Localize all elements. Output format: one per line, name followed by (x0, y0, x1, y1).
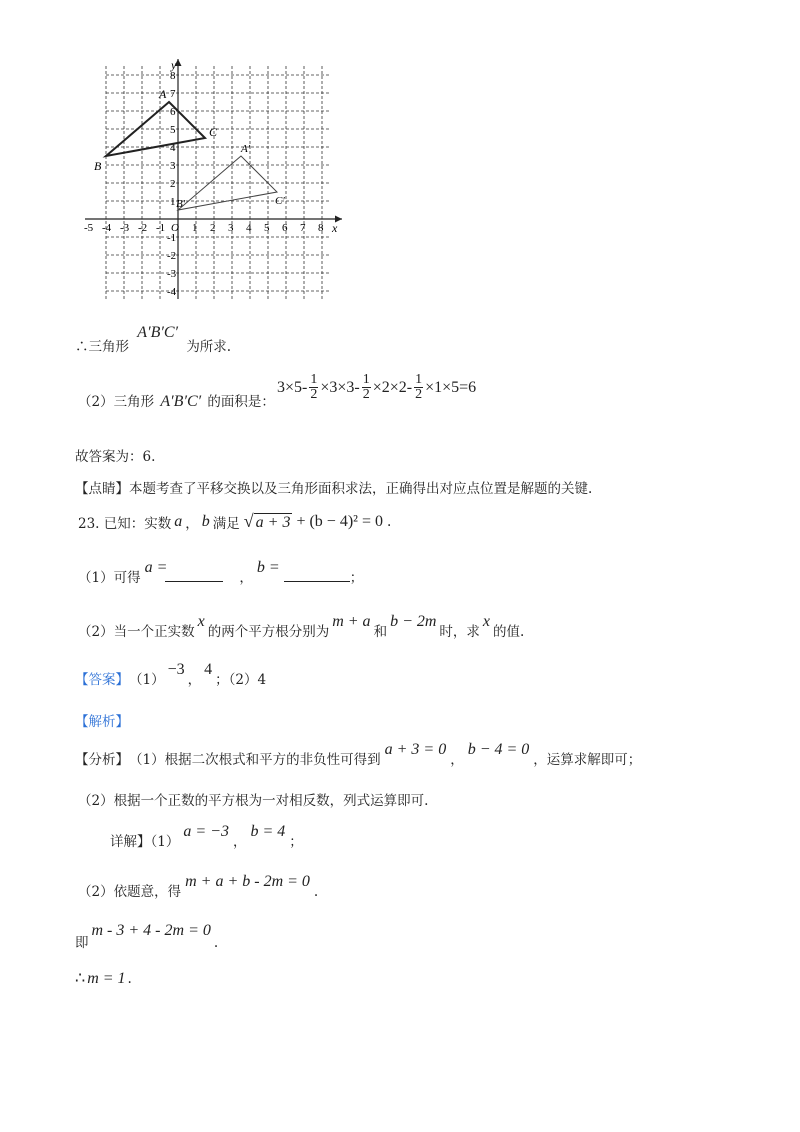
x-axis-label: x (332, 221, 338, 235)
step-3: ∴ m = 1 . (75, 968, 132, 987)
point-label-c: C (209, 125, 218, 139)
x-tick-label: 7 (300, 222, 306, 234)
x-tick-label: O (171, 222, 179, 234)
y-tick-label: 8 (170, 70, 176, 82)
y-tick-label: 4 (170, 142, 176, 154)
x-tick-label: -5 (84, 222, 94, 234)
coordinate-graph (80, 55, 350, 300)
analysis-tag: 【解析】 (75, 714, 129, 730)
x-tick-label: 3 (228, 222, 234, 234)
area-line: （2）三角形 A′B′C′ 的面积是： (78, 393, 275, 410)
point-label-a: A (159, 87, 167, 101)
detail-line: 详解】（1） a = −3 ， b = 4 ； (110, 823, 303, 850)
step-1: （2）依题意，得 m + a + b - 2m = 0 . (78, 873, 319, 900)
fraction: $\frac{1}{2}$ (415, 372, 423, 402)
question-23: 23. 已知：实数 a ， b 满足 √ a + 3 + (b − 4)² = 0 . (78, 511, 392, 532)
conclusion-line: ∴三角形 A′B′C′ 为所求. (75, 324, 232, 355)
x-tick-label: 2 (210, 222, 216, 234)
triangle-label-2: A′B′C′ (160, 393, 202, 410)
point-label-b1: B′ (176, 198, 186, 210)
point-labels (94, 87, 285, 210)
area-formula: 3×5- $\frac{1}{2}$ ×3×3- $\frac{1}{2}$ ×2×2- $\frac{1}{2}$ ×1×5=6 (277, 372, 477, 402)
comment-line: 【点睛】本题考查了平移交换以及三角形面积求法，正确得出对应点位置是解题的关键. (75, 481, 593, 497)
question-23-part1: （1）可得 a = ， b = ； (78, 559, 364, 586)
y-tick-label: 3 (170, 160, 176, 172)
x-tick-label: 5 (264, 222, 270, 234)
y-tick-label: -1 (167, 232, 177, 244)
answer-line: 【答案】 （1） −3 ， 4 ；（2）4 (75, 661, 267, 688)
grid-lines (106, 66, 331, 300)
point-label-c1: C′ (275, 195, 285, 207)
x-tick-label: -3 (120, 222, 130, 234)
y-tick-label: -4 (167, 286, 177, 298)
y-tick-label: -2 (167, 250, 177, 262)
x-tick-label: -2 (138, 222, 148, 234)
y-axis-label: y (171, 58, 177, 72)
y-tick-label: 7 (170, 88, 176, 100)
y-tick-label: 5 (170, 124, 176, 136)
point-label-a1: A′ (241, 143, 251, 155)
fraction: $\frac{1}{2}$ (362, 372, 370, 402)
triangle-abc (106, 102, 205, 156)
x-tick-label: 4 (246, 222, 252, 234)
fraction: $\frac{1}{2}$ (310, 372, 318, 402)
x-tick-label: -1 (156, 222, 166, 234)
x-tick-label: 1 (192, 222, 198, 234)
x-tick-label: 6 (282, 222, 288, 234)
question-23-part2: （2）当一个正实数 x 的两个平方根分别为 m + a 和 b − 2m 时，求 x 的值. (78, 613, 525, 640)
y-tick-label: 1 (170, 196, 176, 208)
x-tick-label: 8 (318, 222, 324, 234)
y-tick-label: -3 (167, 268, 177, 280)
analysis-line-2: （2）根据一个正数的平方根为一对相反数，列式运算即可. (78, 793, 429, 809)
x-tick-labels (84, 222, 324, 234)
x-tick-label: -4 (102, 222, 112, 234)
answer-is-six: 故答案为：6. (75, 449, 156, 465)
sqrt-expression: √ a + 3 (243, 511, 291, 531)
answer-blank-b[interactable] (284, 569, 350, 582)
triangle-label: A′B′C′ (137, 324, 179, 341)
step-2: 即 m - 3 + 4 - 2m = 0 . (75, 922, 219, 951)
point-label-b: B (94, 159, 102, 173)
y-tick-label: 6 (170, 106, 176, 118)
y-tick-label: 2 (170, 178, 176, 190)
answer-blank-a[interactable] (165, 569, 223, 582)
analysis-line-1: 【分析】 （1）根据二次根式和平方的非负性可得到 a + 3 = 0 ， b − 4 = 0 ，运算求解即可； (75, 741, 642, 768)
